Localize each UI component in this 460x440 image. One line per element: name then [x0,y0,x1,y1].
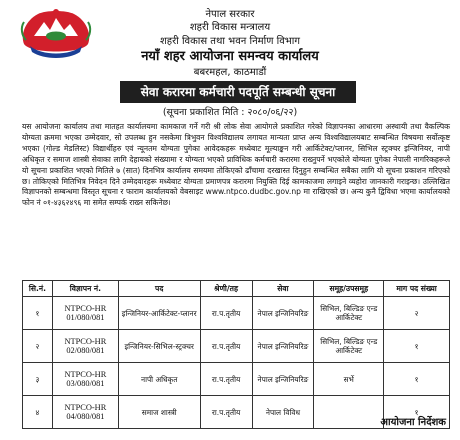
ministry-name: शहरी विकास मन्त्रालय [189,22,271,33]
ad-number-cell: NTPCO-HR 04/080/081 [52,396,118,429]
government-name: नेपाल सरकार [205,9,255,20]
count-cell: २ [384,297,450,330]
table-header-row [23,281,450,297]
service-cell: नेपाल इन्जिनियरिङ [252,330,314,363]
count-cell: १ [384,396,450,429]
table-row [23,297,450,330]
ad-number-cell: NTPCO-HR 01/080/081 [52,297,118,330]
post-cell: नापी अधिकृत [118,363,200,396]
office-name: नयाँ शहर आयोजना समन्वय कार्यालय [141,49,319,64]
level-cell: रा.प.तृतीय [200,297,252,330]
group-cell: सर्भे [314,363,384,396]
table-row [23,330,450,363]
serial-cell: २ [23,330,53,363]
count-cell: १ [384,363,450,396]
ad-number-cell: NTPCO-HR 03/080/081 [52,363,118,396]
column-header: सि.नं. [23,281,53,297]
serial-cell: ४ [23,396,53,429]
level-cell: रा.प.तृतीय [200,330,252,363]
post-cell: इन्जिनियर-सिभिल-स्ट्रक्चर [118,330,200,363]
count-cell: १ [384,330,450,363]
service-cell: नेपाल इन्जिनियरिङ [252,297,314,330]
group-cell: सिभिल, बिल्डिङ एन्ड आर्किटेक्ट [314,297,384,330]
column-header: माग पद संख्या [384,281,450,297]
service-cell: नेपाल इन्जिनियरिङ [252,363,314,396]
notice-title: सेवा करारमा कर्मचारी पदपूर्ति सम्बन्धी सूचना [120,81,356,103]
level-cell: रा.प.तृतीय [200,396,252,429]
column-header: श्रेणी/तह [200,281,252,297]
department-name: शहरी विकास तथा भवन निर्माण विभाग [159,36,301,47]
table-row [23,363,450,396]
notice-body: यस आयोजना कार्यालय तथा मातहत कार्यालयमा कामकाज गर्ने गरी श्री लोक सेवा आयोगले प्रकाशित गरेको विज्ञापनका आधारमा अस्थायी तथा वैकल्पिक योग्यता क्रममा भएका उम्मेदवार, सो उपलब्ध हुन नसकेमा त्रिभुवन विश्वविद्यालय लगायत मान्यता प्राप्त अन्य विश्वविद्यालयबाट सम्बन्धित विषयमा सर्वोत्कृष्ट भएका (गोल्ड मेडलिस्ट) विद्यार्थीहरु एवं न्यूनतम योग्यता पुगेका आवेदकहरू मध्येबाट मूल्याङ्कन गरी आर्किटेक्ट/प्लानर, सिभिल स्ट्रक्चर इन्जिनियर, नापी अधिकृत र समाज शास्त्री सेवाका लागि देहायको संख्यामा र योग्यता भएको प्राविधिक कर्मचारी करारमा राख्नुपर्ने भएकोले योग्यता पुगेका नेपाली नागरिकहरूले यो सूचना प्रकाशित भएको मितिले ७ (सात) दिनभित्र कार्यालय समयमा तोकिएको ढाँचामा दरखास्त दिनुहुन सम्बन्धित सबैका लागि यो सूचना प्रकाशन गरिएको छ। तोकिएको मितिभित्र निवेदन दिने उम्मेदवारहरू मध्येबाट योग्यता प्रमाणपत्र करारमा नियुक्ति दिई कामकाजमा लगाइने व्यहोरा जानकारी गराइन्छ। उल्लिखित विज्ञापनको सम्बन्धमा विस्तृत सूचना र फाराम कार्यालयको वेबसाइट www.ntpco.dudbc.gov.np मा राखिएको छ। अन्य कुनै द्विविधा भएमा कार्यालयको फोन नं ०१-४३६२४९६ मा समेत सम्पर्क राख्न सकिनेछ। [22,122,450,208]
column-header: सेवा [252,281,314,297]
published-date: (सूचना प्रकाशित मिति : २०८०/०६/२२) [162,107,298,118]
post-cell: समाज शास्त्री [118,396,200,429]
group-cell [314,396,384,429]
service-cell: नेपाल विविध [252,396,314,429]
ad-number-cell: NTPCO-HR 02/080/081 [52,330,118,363]
serial-cell: ३ [23,363,53,396]
post-cell: इन्जिनियर-आर्किटेक्ट-प्लानर [118,297,200,330]
signoff-title: आयोजना निर्देशक [380,417,446,428]
column-header: पद [118,281,200,297]
vacancy-table [22,280,450,429]
column-header: समूह/उपसमूह [314,281,384,297]
group-cell: सिभिल, बिल्डिङ एन्ड आर्किटेक्ट [314,330,384,363]
column-header: विज्ञापन नं. [52,281,118,297]
office-address: बबरमहल, काठमाडौं [193,67,267,78]
serial-cell: १ [23,297,53,330]
level-cell: रा.प.तृतीय [200,363,252,396]
